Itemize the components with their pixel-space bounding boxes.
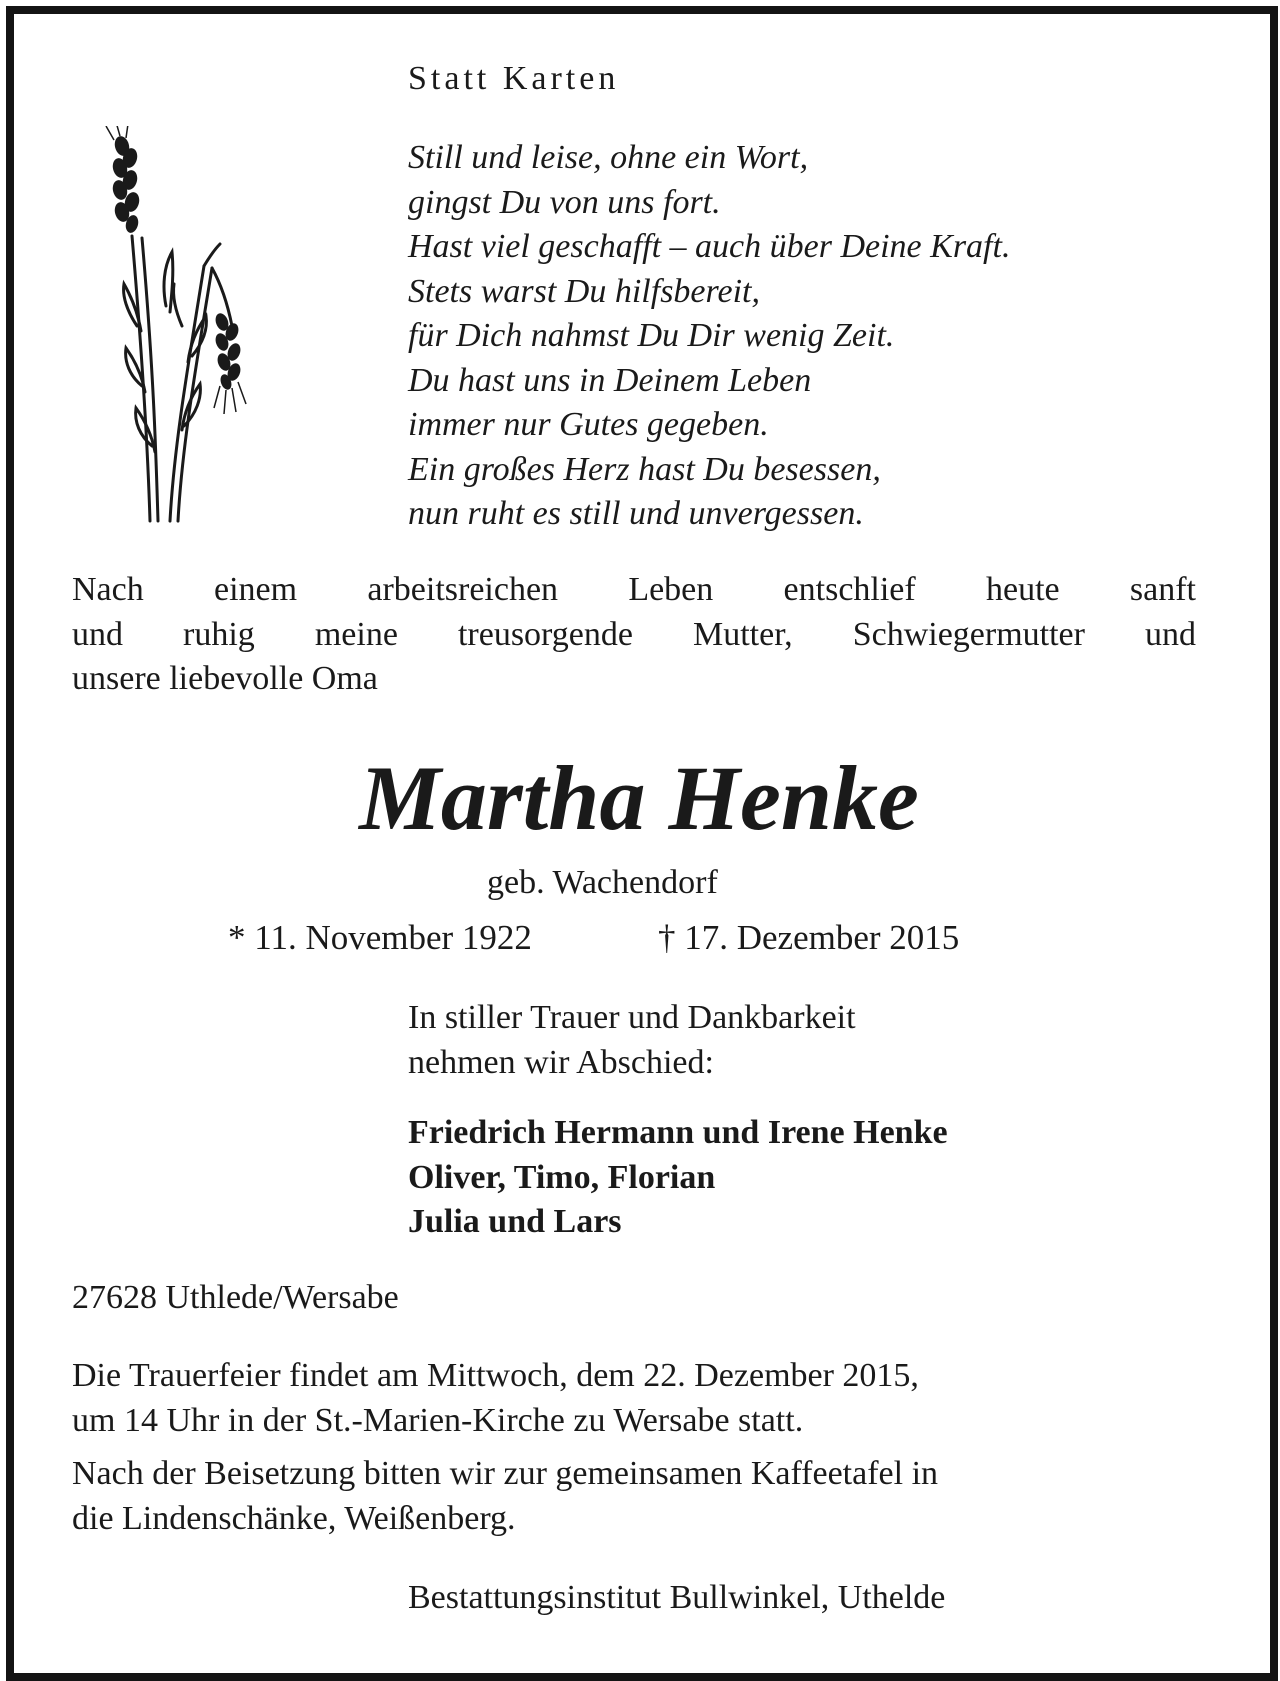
family-line: Friedrich Hermann und Irene Henke — [408, 1114, 948, 1151]
family-line: Oliver, Timo, Florian — [408, 1158, 716, 1196]
deceased-name: Martha Henke — [359, 747, 919, 849]
poem-line: immer nur Gutes gegeben. — [408, 406, 769, 443]
maiden-name: geb. Wachendorf — [487, 864, 718, 901]
poem-line: Hast viel geschafft – auch über Deine Kraft. — [408, 228, 1011, 265]
poem-line: Stets warst Du hilfsbereit, — [408, 272, 760, 310]
poem-line: für Dich nahmst Du Dir wenig Zeit. — [408, 317, 895, 354]
service-line: um 14 Uhr in der St.-Marien-Kirche zu Wersabe statt. — [72, 1401, 804, 1439]
poem-line: nun ruht es still und unvergessen. — [408, 495, 864, 532]
reception-line: Nach der Beisetzung bitten wir zur gemeinsamen Kaffeetafel in — [72, 1455, 939, 1492]
intro-paragraph — [72, 568, 1196, 702]
service-line: Die Trauerfeier findet am Mittwoch, dem 22. Dezember 2015, — [72, 1357, 919, 1394]
intro-line: unsere liebevolle Oma — [72, 660, 378, 697]
poem-line: Du hast uns in Deinem Leben — [408, 361, 812, 399]
death-date: † 17. Dezember 2015 — [658, 918, 960, 957]
intro-line: und ruhig meine treusorgende Mutter, Schwiegermutter und — [72, 615, 1196, 653]
birth-date: * 11. November 1922 — [228, 918, 532, 957]
mourning-statement — [408, 996, 856, 1085]
mourning-line: In stiller Trauer und Dankbarkeit — [408, 999, 856, 1036]
reception-line: die Lindenschänke, Weißenberg. — [72, 1499, 516, 1537]
notice-header: Statt Karten — [408, 60, 620, 97]
place-line: 27628 Uthlede/Wersabe — [72, 1279, 399, 1316]
poem-line: gingst Du von uns fort. — [408, 183, 721, 221]
memorial-poem — [408, 136, 1010, 537]
poem-line: Ein großes Herz hast Du besessen, — [408, 450, 881, 488]
intro-line: Nach einem arbeitsreichen Leben entschlief heute sanft — [72, 571, 1196, 608]
mourning-line: nehmen wir Abschied: — [408, 1043, 714, 1081]
undertaker-line: Bestattungsinstitut Bullwinkel, Uthelde — [408, 1579, 946, 1616]
family-line: Julia und Lars — [408, 1203, 622, 1240]
funeral-service-info — [72, 1354, 919, 1443]
reception-info — [72, 1452, 938, 1541]
poem-line: Still und leise, ohne ein Wort, — [408, 139, 809, 176]
wheat-ears-icon — [92, 126, 262, 526]
family-signatures — [408, 1111, 948, 1245]
